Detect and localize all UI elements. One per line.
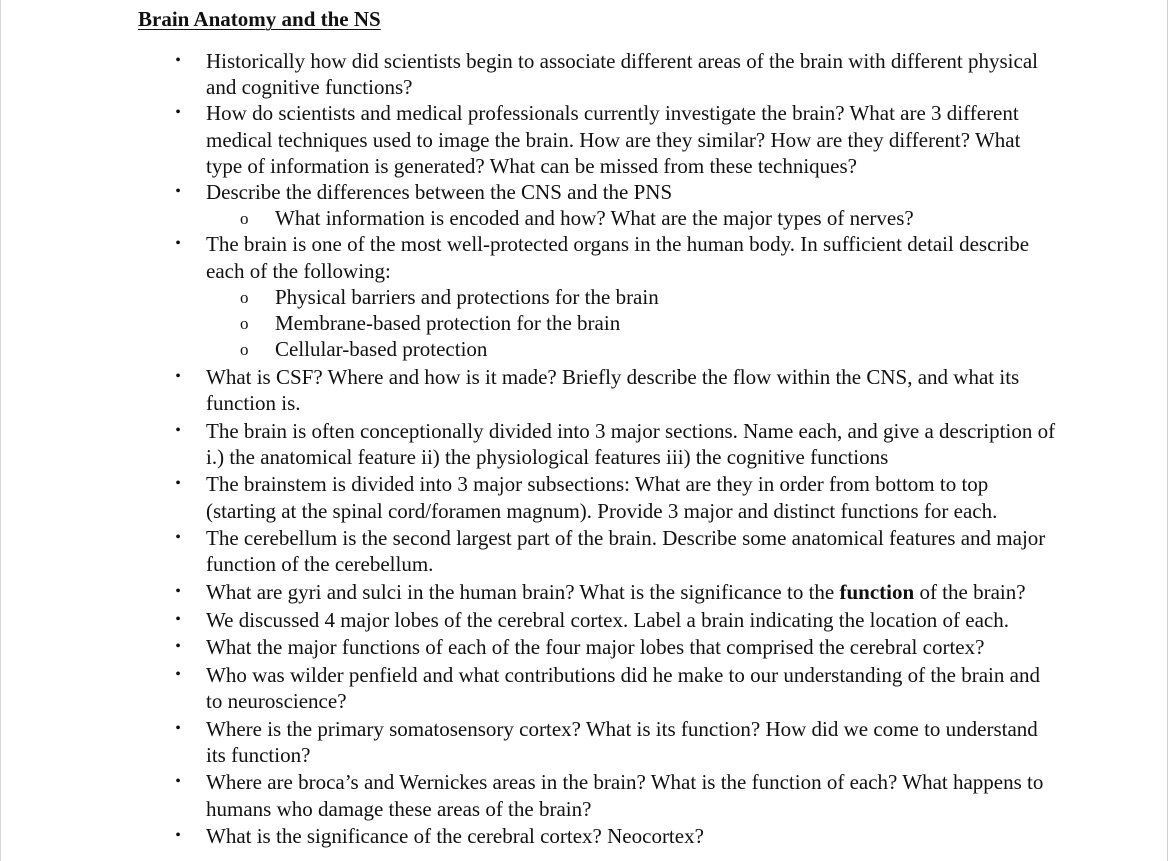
bullet-icon: • <box>175 529 181 547</box>
bullet-icon: • <box>175 52 181 69</box>
question-item <box>0 418 1170 470</box>
hollow-bullet-icon: o <box>240 287 249 307</box>
bullet-icon: • <box>175 367 181 385</box>
question-text: The brain is one of the most well-protected organs in the human body. In sufficient detail describe each of the following: <box>206 232 1030 283</box>
question-text: Where is the primary somatosensory cortex? What is its function? How did we come to understand its function? <box>206 716 1038 767</box>
hollow-bullet-icon: o <box>240 314 249 334</box>
question-item <box>0 364 1170 416</box>
hollow-bullet-icon: o <box>240 340 249 360</box>
bullet-icon: • <box>175 421 181 439</box>
bullet-icon: • <box>175 665 181 683</box>
bullet-icon: • <box>175 719 181 737</box>
question-item <box>0 634 1170 660</box>
question-text: The cerebellum is the second largest part of the brain. Describe some anatomical features and major function of the cerebellum. <box>206 526 1046 577</box>
question-text-end: of the brain? <box>914 580 1026 605</box>
question-text: Historically how did scientists begin to associate different areas of the brain with different physical and cognitive functions? <box>206 49 1038 100</box>
sub-question-item <box>206 336 1060 362</box>
question-text: Who was wilder penfield and what contributions did he make to our understanding of the brain and to neuroscience? <box>206 662 1040 713</box>
bullet-icon: • <box>175 638 181 656</box>
bullet-icon: • <box>175 827 181 845</box>
question-item <box>0 769 1170 821</box>
question-text: What is CSF? Where and how is it made? Briefly describe the flow within the CNS, and what its function is. <box>206 364 1020 416</box>
question-text: Where are broca’s and Wernickes areas in the brain? What is the function of each? What happens to humans who damage these areas of the brain? <box>206 770 1044 821</box>
question-item <box>0 579 1170 605</box>
bullet-icon: • <box>175 583 181 601</box>
question-text: How do scientists and medical professionals currently investigate the brain? What are 3 different medical techniques used to image the brain. How are they similar? How are they different? What type of information is generated? What can be missed from these techniques? <box>206 101 1021 178</box>
sub-question-text: Cellular-based protection <box>275 337 488 362</box>
question-item <box>0 100 1170 179</box>
bullet-icon: • <box>175 475 181 493</box>
question-text: What is the significance of the cerebral cortex? Neocortex? <box>206 824 704 849</box>
bullet-icon: • <box>175 235 181 253</box>
question-text: The brain is often conceptionally divided into 3 major sections. Name each, and give a description of i.) the anatomical feature ii) the physiological features iii) the cognitive functions <box>206 418 1056 469</box>
bullet-icon: • <box>175 773 181 791</box>
question-item <box>0 231 1170 362</box>
question-text: Describe the differences between the CNS and the PNS <box>206 180 673 205</box>
question-item <box>0 716 1170 768</box>
bullet-icon: • <box>175 610 181 628</box>
sub-question-text: Physical barriers and protections for the brain <box>275 284 659 309</box>
emphasized-word: function <box>839 580 915 605</box>
question-text: We discussed 4 major lobes of the cerebral cortex. Label a brain indicating the location of each. <box>206 607 1009 632</box>
sub-question-item <box>206 310 1060 336</box>
question-item <box>0 48 1170 100</box>
question-item <box>0 525 1170 577</box>
bullet-icon: • <box>175 183 181 201</box>
question-item <box>0 662 1170 714</box>
sub-question-item <box>206 205 1060 231</box>
question-item <box>0 607 1170 633</box>
hollow-bullet-icon: o <box>240 209 249 229</box>
question-list <box>0 48 1170 849</box>
bullet-icon: • <box>175 104 181 122</box>
question-item <box>0 823 1170 849</box>
sub-question-item <box>206 284 1060 310</box>
question-text: What the major functions of each of the four major lobes that comprised the cerebral cortex? <box>206 635 985 660</box>
question-text-start: What are gyri and sulci in the human brain? What is the significance to the <box>206 580 840 605</box>
question-item <box>0 471 1170 523</box>
sub-question-list <box>206 205 1060 231</box>
question-text: The brainstem is divided into 3 major subsections: What are they in order from bottom to top (starting at the spinal cord/foramen magnum). Provide 3 major and distinct functions for each. <box>206 472 998 523</box>
sub-question-list <box>206 284 1060 363</box>
page-title: Brain Anatomy and the NS <box>138 7 381 31</box>
sub-question-text: Membrane-based protection for the brain <box>275 311 621 336</box>
sub-question-text: What information is encoded and how? What are the major types of nerves? <box>275 206 914 231</box>
question-item <box>0 179 1170 231</box>
